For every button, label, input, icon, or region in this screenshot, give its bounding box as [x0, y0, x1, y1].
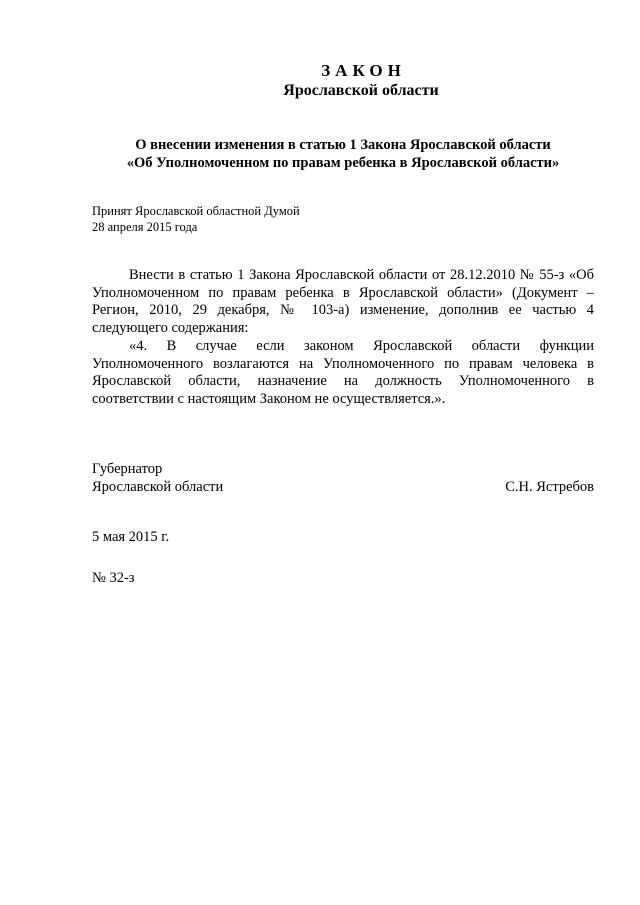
adoption-note-body: Принят Ярославской областной Думой: [92, 204, 300, 218]
signatory-name: С.Н. Ястребов: [505, 478, 594, 495]
signing-date: 5 мая 2015 г.: [92, 529, 170, 545]
signatory-position-line-1: Губернатор: [92, 461, 163, 477]
adoption-note-date: 28 апреля 2015 года: [92, 219, 198, 234]
signature-row: [92, 479, 594, 497]
document-title-line-1: О внесении изменения в статью 1 Закона Ярославской области: [135, 137, 551, 153]
adoption-note: [92, 204, 300, 235]
signature-block: [92, 461, 594, 496]
document-type-heading: ЗАКОН: [321, 61, 406, 80]
document-title: [0, 136, 640, 172]
document-region-heading: Ярославской области: [283, 82, 439, 99]
signatory-position-line-2: Ярославской области: [92, 478, 224, 495]
body-paragraph-1: Внести в статью 1 Закона Ярославской области от 28.12.2010 № 55-з «Об Уполномоченном по правам ребенка в Ярославской области» (Документ – Регион, 2010, 29 декабря, № 103-а) изменение, дополнив ее частью 4 следующего содержания:: [92, 267, 594, 337]
law-number: № 32-з: [92, 570, 135, 586]
body-paragraph-2: «4. В случае если законом Ярославской области функции Уполномоченного возлагаются на Уполномоченного по правам человека в Ярославской области, назначение на должность Уполномоченного в соответствии с настоящим Законом не осуществляется.».: [92, 337, 594, 407]
document-body: [92, 267, 594, 409]
document-title-line-2: «Об Уполномоченном по правам ребенка в Ярославской области»: [126, 155, 560, 171]
